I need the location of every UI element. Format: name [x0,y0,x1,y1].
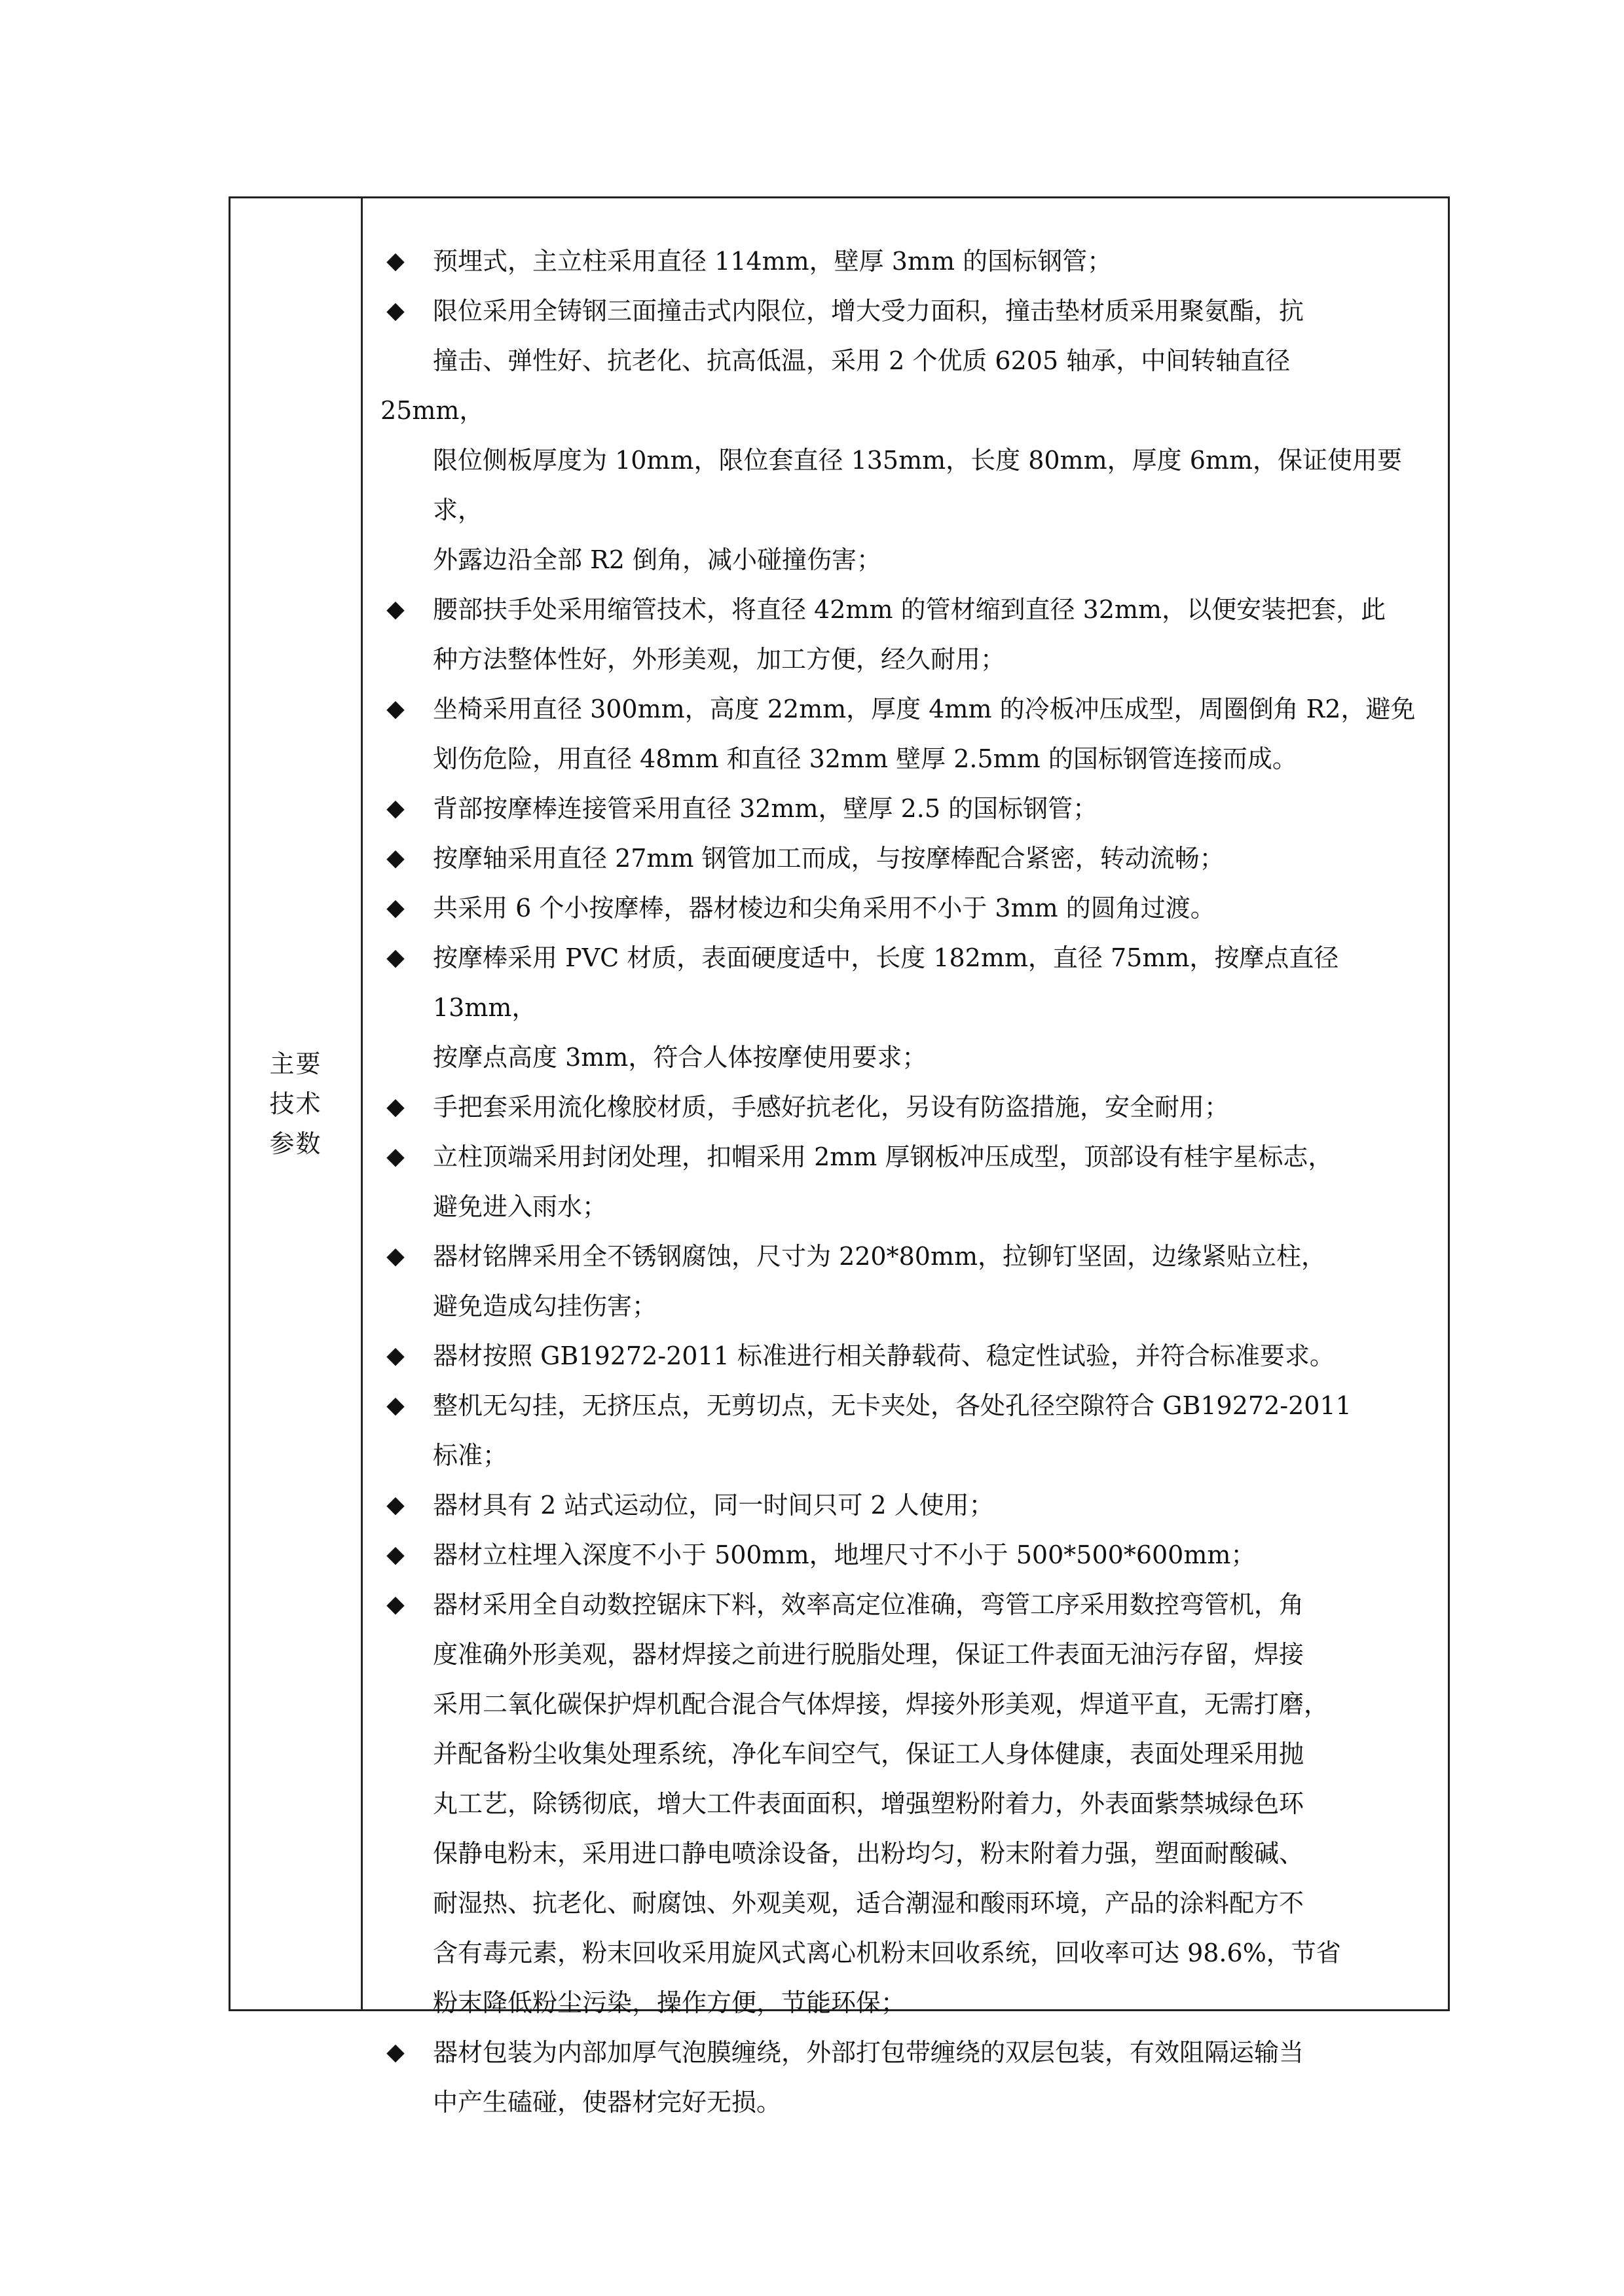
spec-list [363,236,1448,2127]
spec-item [363,236,1448,286]
spec-item-line: 立柱顶端采用封闭处理，扣帽采用 2mm 厚钢板冲压成型，顶部设有桂宇星标志， [433,1142,1333,1171]
spec-item [363,1132,1448,1231]
diamond-bullet-icon: ◆ [386,944,405,971]
spec-item [363,784,1448,833]
spec-item [363,684,1448,784]
spec-item-line: 避免进入雨水； [433,1192,608,1221]
spec-item-text [433,1231,1435,1331]
diamond-bullet-icon: ◆ [386,2039,405,2066]
table-label [263,1044,329,1164]
spec-item-text [433,684,1435,784]
spec-item-line: 限位侧板厚度为 10mm，限位套直径 135mm，长度 80mm，厚度 6mm，保证使用要求， [433,446,1402,524]
spec-item-text [433,2028,1435,2127]
spec-item-text [433,1580,1435,2028]
spec-item-line: 共采用 6 个小按摩棒，器材棱边和尖角采用不小于 3mm 的圆角过渡。 [433,894,1215,922]
spec-item-line: 限位采用全铸钢三面撞击式内限位，增大受力面积，撞击垫材质采用聚氨酯，抗 [433,297,1304,325]
spec-item-line: 并配备粉尘收集处理系统，净化车间空气，保证工人身体健康，表面处理采用抛 [433,1740,1304,1768]
spec-item-line: 整机无勾挂，无挤压点，无剪切点，无卡夹处，各处孔径空隙符合 GB19272-2011 [433,1391,1352,1420]
spec-item-text [433,784,1435,833]
spec-item-line: 度准确外形美观，器材焊接之前进行脱脂处理，保证工件表面无油污存留，焊接 [433,1640,1304,1669]
spec-item-text [433,883,1435,933]
spec-item-line: 按摩点高度 3mm，符合人体按摩使用要求； [433,1043,927,1072]
spec-item [363,883,1448,933]
diamond-bullet-icon: ◆ [386,1541,405,1568]
spec-item-line: 器材包装为内部加厚气泡膜缠绕，外部打包带缠绕的双层包装，有效阻隔运输当 [433,2038,1304,2067]
spec-item-line: 腰部扶手处采用缩管技术，将直径 42mm 的管材缩到直径 32mm，以便安装把套，此 [433,595,1386,624]
spec-item-line: 粉末降低粉尘污染，操作方便，节能环保； [433,1988,906,2017]
content-cell [363,198,1448,2117]
spec-item-text [433,1381,1435,1480]
spec-item-line: 保静电粉末，采用进口静电喷涂设备，出粉均匀，粉末附着力强，塑面耐酸碱、 [433,1839,1304,1868]
spec-item-line: 器材铭牌采用全不锈钢腐蚀，尺寸为 220*80mm，拉铆钉坚固，边缘紧贴立柱， [433,1242,1327,1271]
spec-item-line: 采用二氧化碳保护焊机配合混合气体焊接，焊接外形美观，焊道平直，无需打磨， [433,1690,1329,1719]
spec-item [363,585,1448,684]
diamond-bullet-icon: ◆ [386,795,405,822]
spec-item [363,1381,1448,1480]
spec-item-line: 划伤危险，用直径 48mm 和直径 32mm 壁厚 2.5mm 的国标钢管连接而成。 [433,744,1297,773]
diamond-bullet-icon: ◆ [386,1591,405,1618]
diamond-bullet-icon: ◆ [386,1093,405,1120]
spec-item-line: 中产生磕碰，使器材完好无损。 [433,2088,782,2117]
diamond-bullet-icon: ◆ [386,1243,405,1269]
spec-item-text [433,236,1435,286]
spec-item-line: 撞击、弹性好、抗老化、抗高低温，采用 2 个优质 6205 轴承，中间转轴直径 [433,346,1291,375]
spec-item-text [433,1331,1435,1381]
spec-item [363,2028,1448,2127]
spec-item-line: 按摩轴采用直径 27mm 钢管加工而成，与按摩棒配合紧密，转动流畅； [433,844,1225,873]
spec-item-line: 预埋式，主立柱采用直径 114mm，壁厚 3mm 的国标钢管； [433,247,1113,276]
diamond-bullet-icon: ◆ [386,1491,405,1518]
spec-item-text [433,1530,1435,1580]
diamond-bullet-icon: ◆ [386,1143,405,1170]
spec-item-line: 器材立柱埋入深度不小于 500mm，地埋尺寸不小于 500*500*600mm； [433,1540,1256,1569]
spec-item-line: 外露边沿全部 R2 倒角，减小碰撞伤害； [433,545,881,574]
spec-item-line: 手把套采用流化橡胶材质，手感好抗老化，另设有防盗措施，安全耐用； [433,1093,1230,1121]
spec-item-line: 种方法整体性好，外形美观，加工方便，经久耐用； [433,645,1006,674]
spec-item-line: 含有毒元素，粉末回收采用旋风式离心机粉末回收系统，回收率可达 98.6%，节省 [433,1939,1341,1967]
spec-table [229,196,1450,2117]
spec-item-text [433,1480,1435,1530]
diamond-bullet-icon: ◆ [386,1342,405,1369]
spec-item-line: 按摩棒采用 PVC 材质，表面硬度适中，长度 182mm，直径 75mm，按摩点直径 13mm， [433,943,1339,1022]
spec-item [363,1480,1448,1530]
spec-item [363,833,1448,883]
label-cell [231,198,363,2009]
spec-item-line: 背部按摩棒连接管采用直径 32mm，壁厚 2.5 的国标钢管； [433,794,1098,823]
label-line: 主要 [269,1049,322,1078]
diamond-bullet-icon: ◆ [386,297,405,324]
spec-item-text [380,286,1435,585]
diamond-bullet-icon: ◆ [386,695,405,722]
spec-item [363,286,1448,585]
spec-item [363,1331,1448,1381]
spec-item-line: 器材采用全自动数控锯床下料，效率高定位准确，弯管工序采用数控弯管机，角 [433,1590,1304,1619]
spec-item-text [433,585,1435,684]
label-line: 参数 [269,1129,322,1158]
diamond-bullet-icon: ◆ [386,894,405,921]
diamond-bullet-icon: ◆ [386,596,405,623]
spec-item-line: 丸工艺，除锈彻底，增大工件表面面积，增强塑粉附着力，外表面紫禁城绿色环 [433,1789,1304,1818]
diamond-bullet-icon: ◆ [386,1392,405,1419]
spec-item-line: 坐椅采用直径 300mm，高度 22mm，厚度 4mm 的冷板冲压成型，周圈倒角 R2，避免 [433,695,1416,723]
spec-item-text [433,833,1435,883]
spec-item [363,1231,1448,1331]
label-line: 技术 [269,1089,322,1118]
spec-item-text [433,1082,1435,1132]
diamond-bullet-icon: ◆ [386,247,405,274]
spec-item [363,933,1448,1082]
spec-item-line: 器材按照 GB19272-2011 标准进行相关静载荷、稳定性试验，并符合标准要求。 [433,1341,1335,1370]
spec-item [363,1580,1448,2028]
spec-item [363,1530,1448,1580]
spec-item-line: 25mm， [380,396,485,425]
spec-item-text [433,1132,1435,1231]
spec-item-line: 避免造成勾挂伤害； [433,1292,657,1321]
spec-item-line: 器材具有 2 站式运动位，同一时间只可 2 人使用； [433,1491,994,1520]
spec-item-line: 标准； [433,1441,508,1470]
spec-item-text [433,933,1435,1082]
spec-item-line: 耐湿热、抗老化、耐腐蚀、外观美观，适合潮湿和酸雨环境，产品的涂料配方不 [433,1889,1304,1918]
spec-item [363,1082,1448,1132]
diamond-bullet-icon: ◆ [386,845,405,871]
